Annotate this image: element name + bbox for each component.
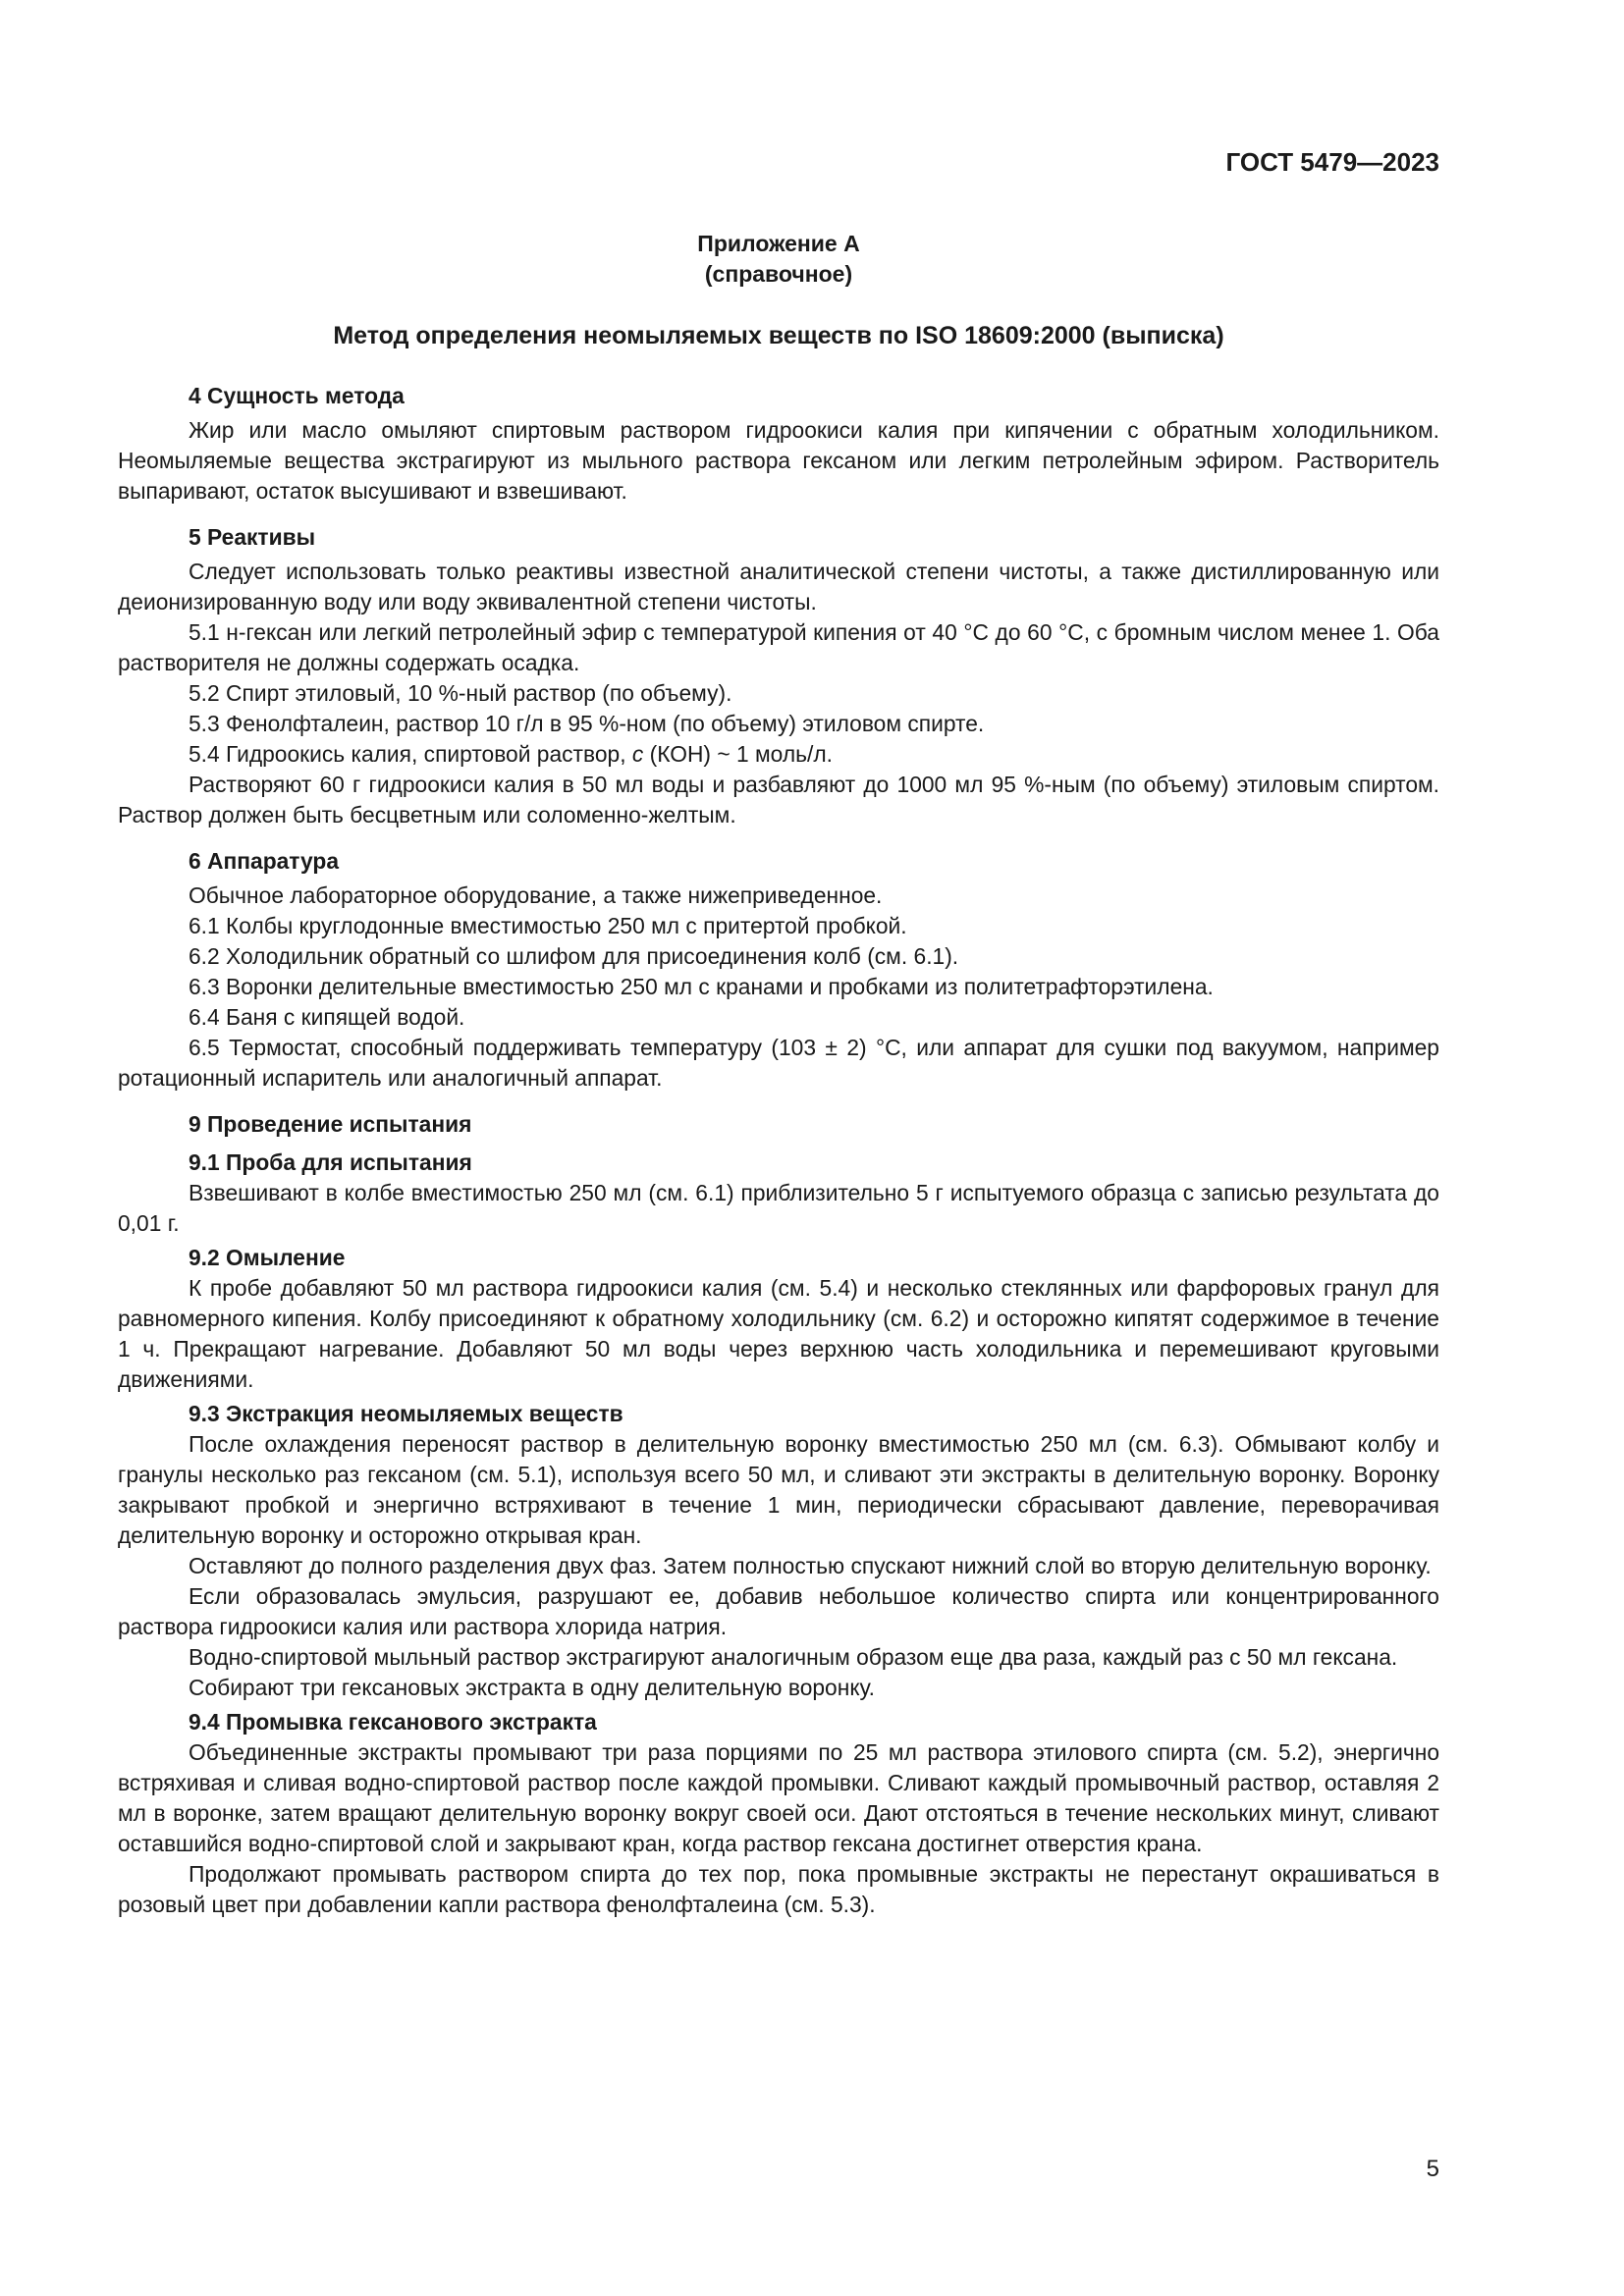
section-6-paragraph: Обычное лабораторное оборудование, а также нижеприведенное. (189, 882, 883, 908)
clause-9-3-paragraph-1: После охлаждения переносят раствор в делительную воронку вместимостью 250 мл (см. 6.3). Обмывают колбу и гранулы несколько раз гексаном (см. 5.1), используя всего 50 мл, и сливают эти экстракты в делительную воронку. Воронку закрывают пробкой и энергично встряхивают в течение 1 мин, периодически сбрасывают давление, переворачивая делительную воронку и осторожно открывая кран. (118, 1431, 1439, 1548)
clause-5-4-text: 5.4 Гидроокись калия, спиртовой раствор, (189, 741, 632, 767)
annex-label: Приложение А (697, 231, 860, 256)
clause-9-1-heading: 9.1 Проба для испытания (189, 1149, 472, 1175)
clause-5-2: 5.2 Спирт этиловый, 10 %-ный раствор (по объему). (189, 680, 732, 706)
clause-9-4-heading: 9.4 Промывка гексанового экстракта (189, 1709, 597, 1735)
document-code: ГОСТ 5479—2023 (1225, 147, 1439, 177)
clause-5-4-text-end: (КОН) ~ 1 моль/л. (643, 741, 834, 767)
clause-5-1: 5.1 н-гексан или легкий петролейный эфир с температурой кипения от 40 °С до 60 °С, с бромным числом менее 1. Оба растворителя не должны содержать осадка. (118, 619, 1439, 675)
section-9-heading: 9 Проведение испытания (189, 1111, 472, 1137)
annex-title: Метод определения неомыляемых веществ по ISO 18609:2000 (выписка) (333, 322, 1224, 349)
clause-5-4-preparation: Растворяют 60 г гидроокиси калия в 50 мл воды и разбавляют до 1000 мл 95 %-ным (по объему) этиловым спиртом. Раствор должен быть бесцветным или соломенно-желтым. (118, 772, 1439, 828)
clause-9-3-paragraph-4: Водно-спиртовой мыльный раствор экстрагируют аналогичным образом еще два раза, каждый раз с 50 мл гексана. (189, 1644, 1398, 1670)
annex-kind: (справочное) (704, 261, 853, 287)
clause-6-2: 6.2 Холодильник обратный со шлифом для присоединения колб (см. 6.1). (189, 943, 959, 969)
clause-9-2-paragraph: К пробе добавляют 50 мл раствора гидроокиси калия (см. 5.4) и несколько стеклянных или фарфоровых гранул для равномерного кипения. Колбу присоединяют к обратному холодильнику (см. 6.2) и осторожно кипятят содержимое в течение 1 ч. Прекращают нагревание. Добавляют 50 мл воды через верхнюю часть холодильника и перемешивают круговыми движениями. (118, 1275, 1439, 1392)
clause-6-1: 6.1 Колбы круглодонные вместимостью 250 мл с притертой пробкой. (189, 913, 907, 938)
concentration-symbol: с (631, 741, 644, 767)
clause-9-4-paragraph-2: Продолжают промывать раствором спирта до тех пор, пока промывные экстракты не перестанут окрашиваться в розовый цвет при добавлении капли раствора фенолфталеина (см. 5.3). (118, 1861, 1439, 1917)
page-number: 5 (1426, 2156, 1439, 2182)
document-body (118, 229, 1439, 1920)
clause-9-1-paragraph: Взвешивают в колбе вместимостью 250 мл (см. 6.1) приблизительно 5 г испытуемого образца с записью результата до 0,01 г. (118, 1180, 1439, 1236)
clause-6-4: 6.4 Баня с кипящей водой. (189, 1004, 465, 1030)
section-4-paragraph: Жир или масло омыляют спиртовым раствором гидроокиси калия при кипячении с обратным холодильником. Неомыляемые вещества экстрагируют из мыльного раствора гексаном или легким петролейным эфиром. Растворитель выпаривают, остаток высушивают и взвешивают. (118, 417, 1439, 504)
clause-6-3: 6.3 Воронки делительные вместимостью 250 мл с кранами и пробками из политетрафторэтилена. (189, 974, 1214, 999)
clause-6-5: 6.5 Термостат, способный поддерживать температуру (103 ± 2) °С, или аппарат для сушки под вакуумом, например ротационный испаритель или аналогичный аппарат. (118, 1035, 1439, 1091)
section-5-heading: 5 Реактивы (189, 524, 316, 550)
clause-9-3-paragraph-3: Если образовалась эмульсия, разрушают ее, добавив небольшое количество спирта или концентрированного раствора гидроокиси калия или раствора хлорида натрия. (118, 1583, 1439, 1639)
clause-9-3-heading: 9.3 Экстракция неомыляемых веществ (189, 1401, 623, 1426)
clause-5-4 (118, 739, 1439, 770)
section-5-paragraph: Следует использовать только реактивы известной аналитической степени чистоты, а также дистиллированную или деионизированную воду или воду эквивалентной степени чистоты. (118, 559, 1439, 614)
section-4-heading: 4 Сущность метода (189, 383, 405, 408)
clause-9-3-paragraph-5: Собирают три гексановых экстракта в одну делительную воронку. (189, 1675, 875, 1700)
clause-9-2-heading: 9.2 Омыление (189, 1245, 346, 1270)
section-6-heading: 6 Аппаратура (189, 848, 340, 874)
clause-9-3-paragraph-2: Оставляют до полного разделения двух фаз. Затем полностью спускают нижний слой во вторую делительную воронку. (189, 1553, 1432, 1578)
clause-5-3: 5.3 Фенолфталеин, раствор 10 г/л в 95 %-ном (по объему) этиловом спирте. (189, 711, 985, 736)
clause-9-4-paragraph-1: Объединенные экстракты промывают три раза порциями по 25 мл раствора этилового спирта (см. 5.2), энергично встряхивая и сливая водно-спиртовой раствор после каждой промывки. Сливают каждый промывочный раствор, оставляя 2 мл в воронке, затем вращают делительную воронку вокруг своей оси. Дают отстояться в течение нескольких минут, сливают оставшийся водно-спиртовой слой и закрывают кран, когда раствор гексана достигнет отверстия крана. (118, 1739, 1439, 1856)
